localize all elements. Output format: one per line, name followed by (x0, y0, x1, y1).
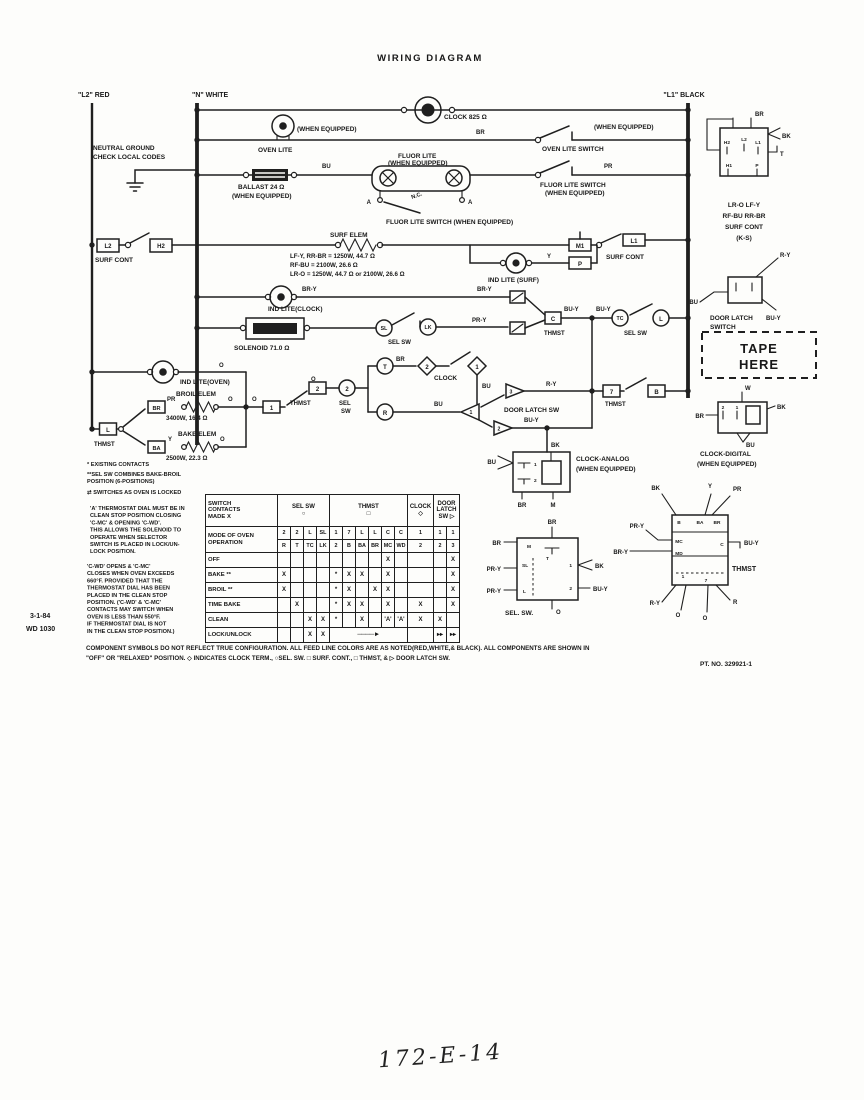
term-2-selsw: 2 (345, 387, 349, 393)
table-cell: 'A' (395, 613, 408, 628)
note-switches-locked: ⇄ SWITCHES AS OVEN IS LOCKED (87, 490, 182, 496)
table-cell: X (343, 568, 356, 583)
switch-contacts-table-wrap (205, 494, 460, 643)
wire-pr-y-1: PR-Y (472, 318, 487, 324)
table-cell (304, 568, 317, 583)
table-cell (408, 628, 434, 643)
table-cell (447, 613, 460, 628)
term-b: B (654, 390, 659, 396)
broil-elem-label: BROIL ELEM (176, 391, 216, 398)
feed-l2-label: "L2" RED (78, 92, 110, 99)
note-a-block: 'A' THERMOSTAT DIAL MUST BE IN CLEAN STOP POSITION CLOSING 'C-MC' & OPENING 'C-WD'. THIS ALLOWS THE SOLENOID TO OPERATE WHEN SELECTOR SWITCH IS PLACED IN LOCK/UN-LOCK POSITION. (90, 506, 185, 556)
wire-bk-selsw: BK (595, 564, 604, 570)
wire-pr-broil: PR (167, 397, 176, 403)
analog-term-2: 2 (534, 479, 537, 484)
wire-bu-2: BU (434, 402, 443, 408)
term-ba: BA (152, 446, 161, 452)
table-cell: X (369, 583, 382, 598)
table-cell: TC (304, 540, 317, 553)
clock-digital-label: CLOCK-DIGITAL (700, 451, 751, 458)
selsw-term-2: 2 (569, 587, 572, 592)
table-cell (317, 568, 330, 583)
clock-digital-equipped: (WHEN EQUIPPED) (697, 461, 757, 468)
wire-pr-thmst: PR (733, 487, 742, 493)
term-l-selsw: L (659, 317, 663, 323)
handwritten-page-number: 172-E-14 (377, 1039, 505, 1074)
term-t-circle: T (383, 365, 387, 371)
digital-term-2: 2 (721, 406, 725, 411)
table-cell (278, 553, 291, 568)
door-latch-switch-component (700, 258, 778, 310)
ks-caption-4: (K-S) (736, 235, 752, 242)
oven-lite-switch-equipped: (WHEN EQUIPPED) (594, 124, 654, 131)
wire-br: BR (476, 130, 485, 136)
latch-term-3: 3 (509, 389, 513, 396)
fluor-lite-switch-caption: FLUOR LITE SWITCH (WHEN EQUIPPED) (386, 219, 514, 226)
table-cell (291, 568, 304, 583)
ind-lite-clock-label: IND LITE(CLOCK) (268, 306, 323, 313)
oven-lite-switch-label: OVEN LITE SWITCH (542, 146, 604, 153)
sel-label: SEL (339, 401, 351, 407)
elem-spec-3: LR-O = 1250W, 44.7 Ω or 2100W, 26.6 Ω (290, 271, 405, 278)
selsw-term-m: M (527, 545, 531, 550)
table-cell: 1 (434, 527, 447, 540)
wire-br-ks: BR (755, 112, 764, 118)
table-cell (434, 598, 447, 613)
wire-br-clock: BR (396, 357, 405, 363)
table-cell: LOCK/UNLOCK (206, 628, 278, 643)
clock-analog-equipped: (WHEN EQUIPPED) (576, 466, 636, 473)
selsw-term-l: L (523, 590, 526, 595)
ks-term-h2: H2 (723, 141, 731, 146)
thmst-label-1: THMST (544, 331, 565, 337)
thmst-label-4: THMST (605, 402, 626, 408)
door-latch-label-2: SWITCH (710, 324, 736, 331)
table-cell: CLOCK ◇ (408, 495, 434, 527)
wire-bu-analog: BU (487, 460, 496, 466)
wire-r-y-1: R-Y (546, 382, 557, 388)
wire-bk-digital: BK (777, 405, 786, 411)
wire-bu-y-selsw: BU-Y (593, 587, 608, 593)
wire-br-selsw-left: BR (492, 541, 501, 547)
thmst-c-circuit (545, 304, 691, 428)
ind-lite-clock-circuit (194, 286, 545, 315)
wire-bu-1: BU (482, 384, 491, 390)
solenoid-circuit (194, 313, 545, 339)
table-cell: WD (395, 540, 408, 553)
table-cell: X (278, 583, 291, 598)
part-number: PT. NO. 329921-1 (700, 661, 753, 668)
footer-line-1: COMPONENT SYMBOLS DO NOT REFLECT TRUE CONFIGURATION. ALL FEED LINE COLORS ARE AS NOTED(RED,WHITE,& BLACK). ALL COMPONENTS ARE SHOWN IN (86, 645, 590, 652)
ks-term-p: P (755, 164, 759, 169)
wire-r-y-latch: R-Y (780, 253, 791, 259)
fluor-lite-switch-equipped: (WHEN EQUIPPED) (545, 190, 605, 197)
page-title: WIRING DIAGRAM (377, 53, 483, 64)
table-cell (291, 553, 304, 568)
surf-element-circuit (89, 232, 690, 269)
table-cell: X (356, 568, 369, 583)
table-cell: X (304, 628, 317, 643)
table-cell: 2 (434, 540, 447, 553)
ground-symbol (127, 170, 197, 191)
term-c: C (550, 317, 556, 323)
analog-term-1: 1 (534, 463, 537, 468)
table-cell: X (356, 613, 369, 628)
feed-l1-label: "L1" BLACK (663, 92, 705, 99)
wire-y-thmst: Y (707, 484, 713, 490)
table-cell: X (317, 613, 330, 628)
table-cell: BROIL ** (206, 583, 278, 598)
wire-pr: PR (604, 164, 613, 170)
table-cell: BR (369, 540, 382, 553)
table-cell: ────► (330, 628, 408, 643)
wire-bu-y-3: BU-Y (524, 418, 539, 424)
wire-o-2: O (228, 397, 233, 403)
thmst-term-b: B (677, 521, 681, 526)
ind-lite-surf-label: IND LITE (SURF) (488, 277, 539, 284)
selsw-term-1: 1 (569, 564, 572, 569)
sw-label: SW (341, 409, 351, 415)
table-cell (395, 553, 408, 568)
term-7: 7 (609, 390, 614, 396)
wire-y-bake: Y (168, 437, 173, 443)
wire-o-3: O (252, 397, 257, 403)
surf-cont-left-label: SURF CONT (95, 257, 133, 264)
latch-term-2: 2 (497, 426, 501, 433)
table-cell (278, 628, 291, 643)
table-cell (408, 553, 434, 568)
table-cell (304, 553, 317, 568)
check-local-codes-label: CHECK LOCAL CODES (93, 154, 166, 161)
note-sel-sw-combines: **SEL SW COMBINES BAKE-BROIL POSITION (6-POSITIONS) (87, 472, 182, 486)
table-cell: 2 (408, 540, 434, 553)
wire-o-thmst-1: O (675, 613, 681, 619)
margin-date: 3-1-84 (30, 613, 51, 620)
wire-bu: BU (322, 164, 331, 170)
note-existing-contacts: * EXISTING CONTACTS (87, 462, 150, 468)
wire-o-selsw: O (556, 610, 561, 616)
switch-contacts-table (205, 494, 460, 643)
table-cell: X (447, 583, 460, 598)
table-cell: X (343, 583, 356, 598)
table-cell (395, 598, 408, 613)
table-cell: L (356, 527, 369, 540)
term-2-thmst: 2 (315, 387, 320, 393)
table-cell: L (304, 527, 317, 540)
table-cell: X (434, 613, 447, 628)
wire-bu-latch: BU (689, 300, 698, 306)
table-cell (291, 583, 304, 598)
clock-term-2: 2 (425, 365, 429, 371)
thmst-term-c: C (720, 543, 724, 548)
wire-o-4: O (220, 437, 225, 443)
wire-br-y-3: BR-Y (613, 550, 628, 556)
thmst-term-md: MD (675, 552, 683, 557)
term-p: P (577, 262, 583, 268)
table-cell: C (395, 527, 408, 540)
term-1: 1 (269, 406, 274, 412)
table-cell (356, 583, 369, 598)
elem-spec-1: LF-Y, RR-BR = 1250W, 44.7 Ω (290, 253, 375, 260)
wire-bu-y-1: BU-Y (564, 307, 579, 313)
wire-o-1: O (219, 363, 224, 369)
table-cell: LK (317, 540, 330, 553)
ks-term-l1: L1 (755, 141, 761, 146)
fluor-lite-label: FLUOR LITE (398, 153, 437, 160)
table-cell: OFF (206, 553, 278, 568)
ks-caption-3: SURF CONT (725, 224, 763, 231)
table-cell: X (408, 598, 434, 613)
surf-cont-right-label: SURF CONT (606, 254, 644, 261)
table-cell: SL (317, 527, 330, 540)
surf-elem-label: SURF ELEM (330, 232, 368, 239)
surf-cont-ks-component (707, 118, 780, 176)
clock-term-1: 1 (475, 365, 479, 371)
wire-m-analog: M (550, 503, 556, 509)
latch-term-1: 1 (469, 410, 473, 416)
table-cell (291, 628, 304, 643)
clock-analog-label: CLOCK-ANALOG (576, 456, 630, 463)
wire-br-y-2: BR-Y (477, 287, 492, 293)
table-cell: 1 (408, 527, 434, 540)
table-cell (434, 553, 447, 568)
footer-line-2: "OFF" OR "RELAXED" POSITION. ◇ INDICATES CLOCK TERM., ○SEL. SW. □ SURF. CONT., □ THMST, & ▷ DOOR LATCH SW. (86, 655, 450, 662)
ballast-label: BALLAST 24 Ω (238, 184, 285, 191)
wire-y: Y (547, 254, 552, 260)
term-l1: L1 (630, 239, 638, 245)
table-cell: TIME BAKE (206, 598, 278, 613)
table-cell: X (382, 568, 395, 583)
table-cell: X (447, 553, 460, 568)
table-cell: C (382, 527, 395, 540)
thmst-component-label: THMST (732, 566, 757, 573)
ballast-equipped: (WHEN EQUIPPED) (232, 193, 292, 200)
table-cell: X (447, 568, 460, 583)
table-cell: X (382, 583, 395, 598)
table-cell: X (304, 613, 317, 628)
wire-br-selsw-top: BR (547, 520, 557, 526)
table-cell: CLEAN (206, 613, 278, 628)
ind-lite-surf-circuit (470, 245, 569, 273)
nc-label: N.C. (410, 191, 424, 201)
thmst-label-2: THMST (94, 442, 115, 448)
door-latch-sw-label: DOOR LATCH SW (504, 407, 560, 414)
term-l-thmst: L (106, 428, 110, 434)
selsw-term-sl: SL (522, 564, 529, 569)
wire-o-5: O (311, 377, 316, 383)
table-cell (317, 598, 330, 613)
table-cell: MC (382, 540, 395, 553)
table-cell: DOOR LATCH SW ▷ (434, 495, 460, 527)
term-m1: M1 (575, 244, 585, 250)
table-cell: X (278, 568, 291, 583)
ks-term-h1: H1 (725, 164, 733, 169)
table-cell (330, 553, 343, 568)
term-r-circle: R (382, 411, 388, 417)
table-cell: X (291, 598, 304, 613)
ks-caption-1: LR-O LF-Y (727, 202, 761, 209)
term-tc: TC (616, 316, 624, 322)
wire-bu-y-latch: BU-Y (766, 316, 781, 322)
oven-lite-label: OVEN LITE (258, 147, 293, 154)
sel-sw-component-label: SEL. SW. (505, 610, 534, 617)
wire-r-thmst: R (733, 600, 738, 606)
wire-br-digital: BR (695, 414, 704, 420)
table-cell: BA (356, 540, 369, 553)
wire-bk-thmst: BK (651, 486, 660, 492)
table-cell: MODE OF OVEN OPERATION (206, 527, 278, 553)
table-cell: L (369, 527, 382, 540)
wire-pr-y-3: PR-Y (486, 589, 501, 595)
table-cell: X (382, 598, 395, 613)
oven-lite-equipped: (WHEN EQUIPPED) (297, 126, 357, 133)
bake-spec: 2500W, 22.3 Ω (166, 455, 208, 462)
table-cell (343, 553, 356, 568)
table-cell: SEL SW ○ (278, 495, 330, 527)
broil-spec: 3400W, 16.4 Ω (166, 415, 208, 422)
ks-caption-2: RF-BU RR-BR (722, 213, 766, 220)
elem-spec-2: RF-BU = 2100W, 26.6 Ω (290, 262, 358, 269)
wire-bu-y-2: BU-Y (596, 307, 611, 313)
table-cell: X (447, 598, 460, 613)
table-cell: * (330, 583, 343, 598)
fluor-lite-equipped: (WHEN EQUIPPED) (388, 160, 448, 167)
ind-lite-oven-label: IND LITE(OVEN) (180, 379, 230, 386)
term-l2: L2 (104, 244, 112, 250)
table-cell (408, 568, 434, 583)
clock-825-label: CLOCK 825 Ω (444, 114, 487, 121)
table-cell: BAKE ** (206, 568, 278, 583)
tape-label-2: HERE (738, 357, 780, 372)
table-cell: 1 (330, 527, 343, 540)
thmst-term-ba: BA (696, 521, 704, 526)
thmst-term-mc: MC (675, 540, 683, 545)
table-cell: THMST □ (330, 495, 408, 527)
thmst-term-br: BR (713, 521, 721, 526)
table-cell (408, 583, 434, 598)
table-cell: 'A' (382, 613, 395, 628)
thmst-component (630, 494, 740, 612)
solenoid-label: SOLENOID 71.0 Ω (234, 345, 290, 352)
table-cell: X (343, 598, 356, 613)
thmst-selsw-branch (280, 358, 393, 420)
clock-doorlatch-circuit (393, 352, 691, 435)
fluor-lite-switch-label: FLUOR LITE SWITCH (540, 182, 606, 189)
term-a-left: A (366, 200, 371, 206)
sel-sw-component (504, 527, 592, 609)
thmst-label-3: THMST (290, 401, 311, 407)
table-cell (278, 613, 291, 628)
wire-w-digital: W (745, 386, 751, 392)
sel-sw-label-2: SEL SW (624, 331, 647, 337)
table-cell: X (317, 628, 330, 643)
margin-wd: WD 1030 (26, 626, 56, 633)
table-cell: X (356, 598, 369, 613)
term-br: BR (152, 406, 161, 412)
wire-r-y-2: R-Y (649, 601, 660, 607)
table-cell: R (278, 540, 291, 553)
table-cell (291, 613, 304, 628)
sel-sw-label-1: SEL SW (388, 340, 411, 346)
wire-bk-ks: BK (782, 134, 791, 140)
table-cell (434, 568, 447, 583)
table-cell: 2 (330, 540, 343, 553)
table-cell (369, 553, 382, 568)
table-cell: * (330, 568, 343, 583)
table-cell: 1 (447, 527, 460, 540)
wire-br-y-1: BR-Y (302, 287, 317, 293)
table-cell (317, 583, 330, 598)
table-cell (278, 598, 291, 613)
table-cell: X (408, 613, 434, 628)
clock-digital-component (706, 392, 775, 442)
table-cell: 2 (291, 527, 304, 540)
table-cell (395, 568, 408, 583)
table-cell: 7 (343, 527, 356, 540)
table-cell (369, 598, 382, 613)
table-cell: 2 (278, 527, 291, 540)
wire-pr-y-4: PR-Y (629, 524, 644, 530)
table-cell: T (291, 540, 304, 553)
bake-elem-label: BAKE ELEM (178, 431, 217, 438)
table-cell (304, 598, 317, 613)
table-cell: * (330, 598, 343, 613)
term-h2: H2 (157, 244, 165, 250)
wire-br-analog: BR (517, 503, 527, 509)
table-cell (356, 553, 369, 568)
clock-circuit (194, 97, 690, 123)
wire-bu-y-4: BU-Y (744, 541, 759, 547)
note-c-block: 'C-WD' OPENS & 'C-MC' CLOSES WHEN OVEN EXCEEDS 660°F. PROVIDED THAT THE THERMOSTAT DIAL HAS BEEN PLACED IN THE CLEAN STOP POSITION. ('C-WD' & 'C-MC' CONTACTS MAY SWITCH WHEN OVEN IS LESS THAN 550°F. IF THERMOSTAT DIAL IS NOT IN THE CLEAN STOP POSITION.) (87, 564, 175, 635)
thmst-term-7: 7 (704, 579, 708, 584)
thmst-term-1: 1 (681, 575, 685, 580)
table-cell: SWITCH CONTACTS MADE X (206, 495, 278, 527)
table-cell (395, 583, 408, 598)
wire-bu-digital: BU (746, 443, 755, 449)
wire-bk-1: BK (551, 443, 560, 449)
table-cell: ▸▸ (447, 628, 460, 643)
table-cell: X (382, 553, 395, 568)
wire-t-ks: T (780, 152, 784, 158)
table-cell: 3 (447, 540, 460, 553)
clock-label: CLOCK (434, 375, 458, 382)
neutral-ground-label: NEUTRAL GROUND (93, 145, 155, 152)
table-cell (304, 583, 317, 598)
wire-o-thmst-2: O (702, 616, 708, 622)
term-sl: SL (380, 326, 388, 332)
selsw-term-t: T (546, 557, 549, 562)
table-cell (343, 613, 356, 628)
table-cell (317, 553, 330, 568)
digital-term-1: 1 (735, 406, 739, 411)
feed-n-label: "N" WHITE (192, 92, 229, 99)
tape-label-1: TAPE (740, 341, 778, 356)
table-cell (369, 613, 382, 628)
table-cell (369, 568, 382, 583)
term-a-right: A (468, 200, 473, 206)
ks-term-l2: L2 (741, 138, 747, 143)
table-cell: * (330, 613, 343, 628)
table-cell: B (343, 540, 356, 553)
door-latch-label-1: DOOR LATCH (710, 315, 753, 322)
oven-elements-circuit (89, 361, 280, 453)
table-cell (434, 583, 447, 598)
term-lk: LK (424, 325, 432, 331)
wire-pr-y-2: PR-Y (486, 567, 501, 573)
table-cell: ▸▸ (434, 628, 447, 643)
